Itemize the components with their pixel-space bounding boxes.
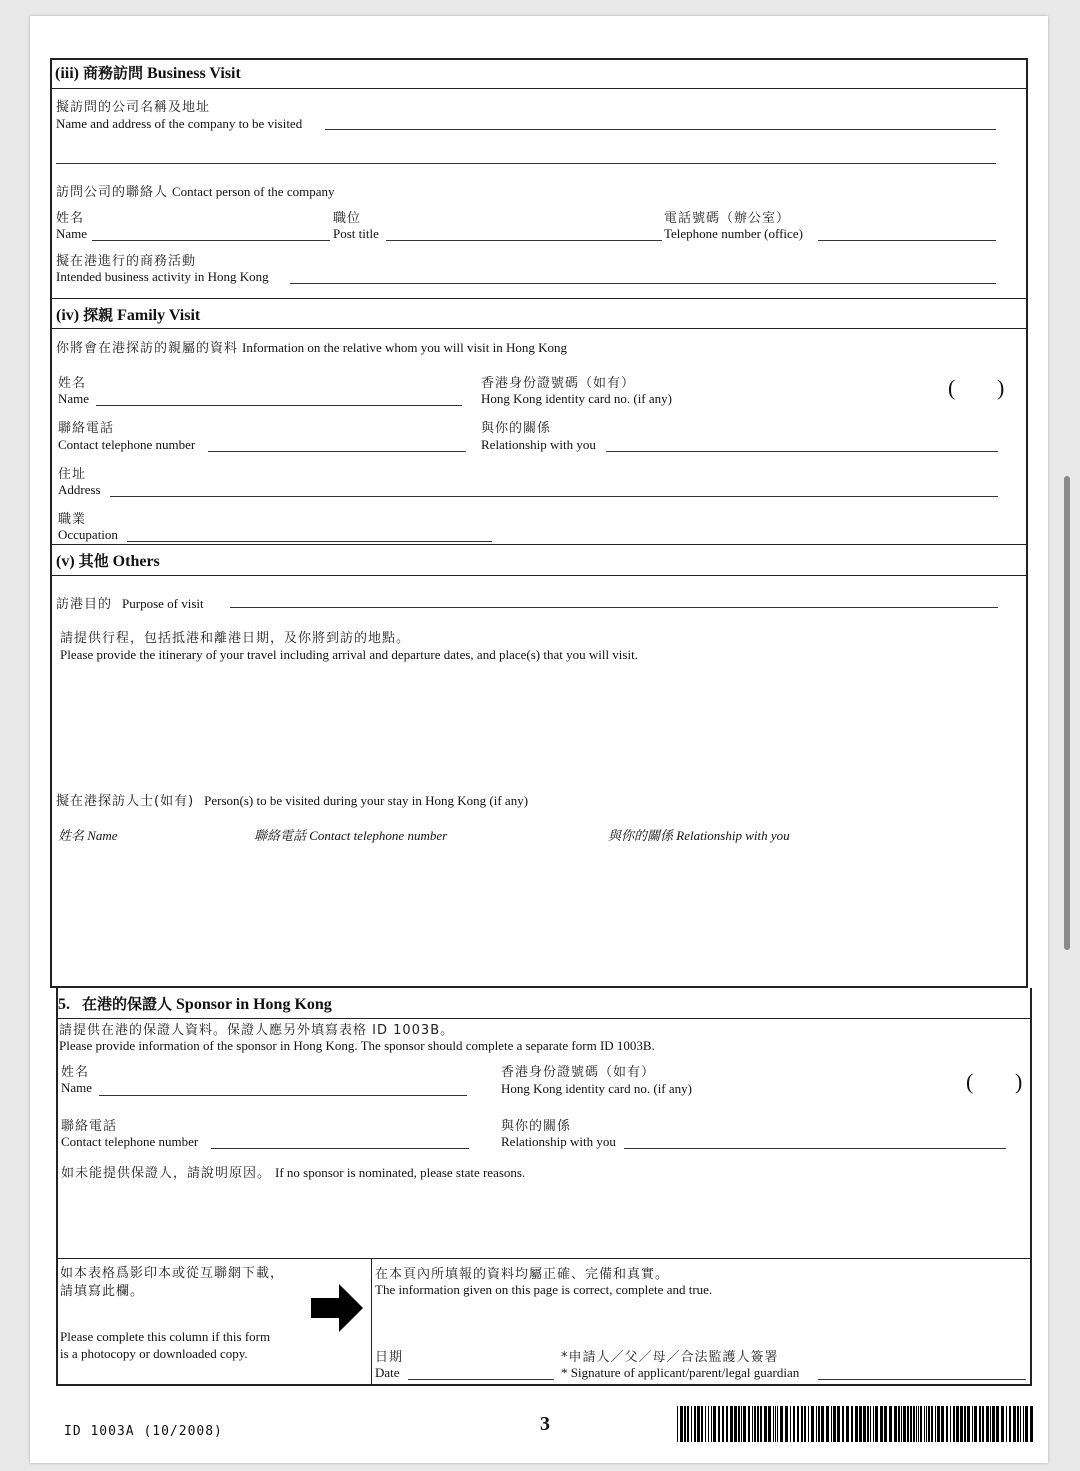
frame-bottom (56, 1384, 1032, 1386)
tel-office-label-zh: 電話號碼（辦公室） (664, 211, 791, 226)
persons-visited-area[interactable] (58, 848, 996, 978)
itinerary-area[interactable] (60, 668, 996, 780)
signature-field[interactable] (818, 1379, 1026, 1380)
barcode-icon (677, 1406, 1033, 1442)
relative-tel-field[interactable] (208, 451, 466, 452)
sponsor-name-label-zh: 姓名 (61, 1065, 90, 1080)
post-label-zh: 職位 (333, 211, 362, 226)
relative-name-label-zh: 姓名 (58, 376, 87, 391)
frame-right (1030, 988, 1032, 1386)
itinerary-label-zh: 請提供行程，包括抵港和離港日期，及你將到訪的地點。 (60, 631, 411, 646)
signature-label-zh: *申請人／父／母／合法監護人簽署 (561, 1350, 779, 1365)
company-label-en: Name and address of the company to be visited (56, 116, 303, 131)
declaration-zh: 在本頁內所填報的資料均屬正確、完備和真實。 (375, 1267, 670, 1282)
relative-name-label-en: Name (58, 391, 90, 406)
frame-left (56, 988, 58, 1386)
relative-hkid-label-en: Hong Kong identity card no. (if any) (481, 391, 672, 406)
divider (50, 328, 1028, 329)
section-sponsor-heading: 5. 在港的保證人 Sponsor in Hong Kong (58, 995, 332, 1013)
relative-hkid-check-digit-open: ( (948, 375, 956, 400)
frame-top (50, 58, 1028, 60)
photocopy-note-zh-1: 如本表格爲影印本或從互聯網下載， (60, 1266, 285, 1281)
sponsor-intro-en: Please provide information of the sponsor in Hong Kong. The sponsor should complete a separate form ID 1003B. (59, 1038, 655, 1053)
activity-label-en: Intended business activity in Hong Kong (56, 269, 269, 284)
relative-hkid-label-zh: 香港身份證號碼（如有） (481, 376, 636, 391)
purpose-field[interactable] (230, 607, 998, 608)
relative-tel-label-zh: 聯絡電話 (58, 421, 115, 436)
relative-address-field[interactable] (110, 496, 998, 497)
frame-left (50, 58, 52, 988)
sponsor-name-field[interactable] (99, 1095, 467, 1096)
company-field-line-2[interactable] (56, 163, 996, 164)
sponsor-name-label-en: Name (61, 1080, 93, 1095)
section-family-visit-heading: (iv) 探親 Family Visit (56, 306, 201, 324)
sponsor-hkid-label-en: Hong Kong identity card no. (if any) (501, 1081, 692, 1096)
relative-address-label-en: Address (58, 482, 101, 497)
post-title-field[interactable] (386, 240, 662, 241)
divider (371, 1258, 372, 1384)
tel-office-field[interactable] (818, 240, 996, 241)
sponsor-tel-label-en: Contact telephone number (61, 1134, 199, 1149)
relative-hkid-check-digit-close: ) (997, 375, 1005, 400)
no-sponsor-reason-area[interactable] (61, 1182, 1021, 1252)
date-label-en: Date (375, 1365, 400, 1380)
right-arrow-icon (311, 1284, 363, 1332)
sponsor-intro-zh: 請提供在港的保證人資料。保證人應另外填寫表格 ID 1003B。 (59, 1023, 455, 1038)
tel-office-label-en: Telephone number (office) (664, 226, 803, 241)
divider (50, 88, 1028, 89)
contact-name-field[interactable] (92, 240, 330, 241)
date-label-zh: 日期 (375, 1350, 404, 1365)
sponsor-relationship-field[interactable] (624, 1148, 1006, 1149)
sponsor-tel-label-zh: 聯絡電話 (61, 1119, 118, 1134)
business-name-label-en: Name (56, 226, 88, 241)
persons-col-telephone: 聯絡電話 Contact telephone number (254, 828, 448, 843)
relative-relationship-label-en: Relationship with you (481, 437, 596, 452)
relative-occupation-label-zh: 職業 (58, 512, 87, 527)
divider (50, 298, 1028, 299)
persons-col-relationship: 與你的關係 Relationship with you (608, 828, 790, 843)
section-others-heading: (v) 其他 Others (56, 552, 160, 570)
company-label-zh: 擬訪問的公司名稱及地址 (56, 100, 211, 115)
itinerary-label-en: Please provide the itinerary of your travel including arrival and departure dates, and place(s) that you will visit. (60, 647, 638, 662)
relative-info-label: 你將會在港探訪的親屬的資料 Information on the relative whom you will visit in Hong Kong (56, 340, 567, 356)
no-sponsor-reason-label: 如未能提供保證人，請說明原因。 If no sponsor is nominated, please state reasons. (61, 1165, 526, 1181)
divider (50, 986, 1028, 988)
frame-right (1026, 58, 1028, 988)
photocopy-note-en-2: is a photocopy or downloaded copy. (60, 1346, 248, 1361)
photocopy-note-en-1: Please complete this column if this form (60, 1329, 271, 1344)
relative-relationship-field[interactable] (606, 451, 998, 452)
sponsor-tel-field[interactable] (211, 1148, 469, 1149)
contact-person-label: 訪問公司的聯絡人 Contact person of the company (56, 184, 335, 200)
photocopy-note-zh-2: 請填寫此欄。 (60, 1284, 145, 1299)
page-number: 3 (540, 1413, 550, 1435)
relative-occupation-field[interactable] (127, 541, 492, 542)
sponsor-hkid-check-digit-close: ) (1015, 1069, 1023, 1094)
date-field[interactable] (408, 1379, 554, 1380)
company-field[interactable] (325, 129, 996, 130)
sponsor-hkid-label-zh: 香港身份證號碼（如有） (501, 1065, 656, 1080)
persons-visited-label: 擬在港探訪人士(如有) Person(s) to be visited during your stay in Hong Kong (if any) (56, 793, 529, 809)
divider (50, 575, 1028, 576)
relative-tel-label-en: Contact telephone number (58, 437, 196, 452)
sponsor-relationship-label-en: Relationship with you (501, 1134, 616, 1149)
business-name-label-zh: 姓名 (56, 211, 85, 226)
activity-field[interactable] (290, 283, 996, 284)
section-business-visit-heading: (iii) 商務訪問 Business Visit (55, 64, 241, 82)
relative-relationship-label-zh: 與你的關係 (481, 421, 552, 436)
relative-name-field[interactable] (96, 405, 462, 406)
form-id: ID 1003A (10/2008) (64, 1424, 223, 1439)
scrollbar[interactable] (1064, 476, 1070, 950)
activity-label-zh: 擬在港進行的商務活動 (56, 254, 197, 269)
relative-occupation-label-en: Occupation (58, 527, 118, 542)
relative-address-label-zh: 住址 (58, 467, 87, 482)
purpose-label: 訪港目的 Purpose of visit (56, 596, 204, 612)
declaration-en: The information given on this page is correct, complete and true. (375, 1282, 713, 1297)
post-label-en: Post title (333, 226, 379, 241)
divider (50, 544, 1028, 545)
sponsor-relationship-label-zh: 與你的關係 (501, 1119, 572, 1134)
divider (56, 1258, 1032, 1259)
sponsor-hkid-check-digit-open: ( (966, 1069, 974, 1094)
signature-label-en: * Signature of applicant/parent/legal guardian (561, 1365, 800, 1380)
persons-col-name: 姓名 Name (58, 828, 118, 843)
